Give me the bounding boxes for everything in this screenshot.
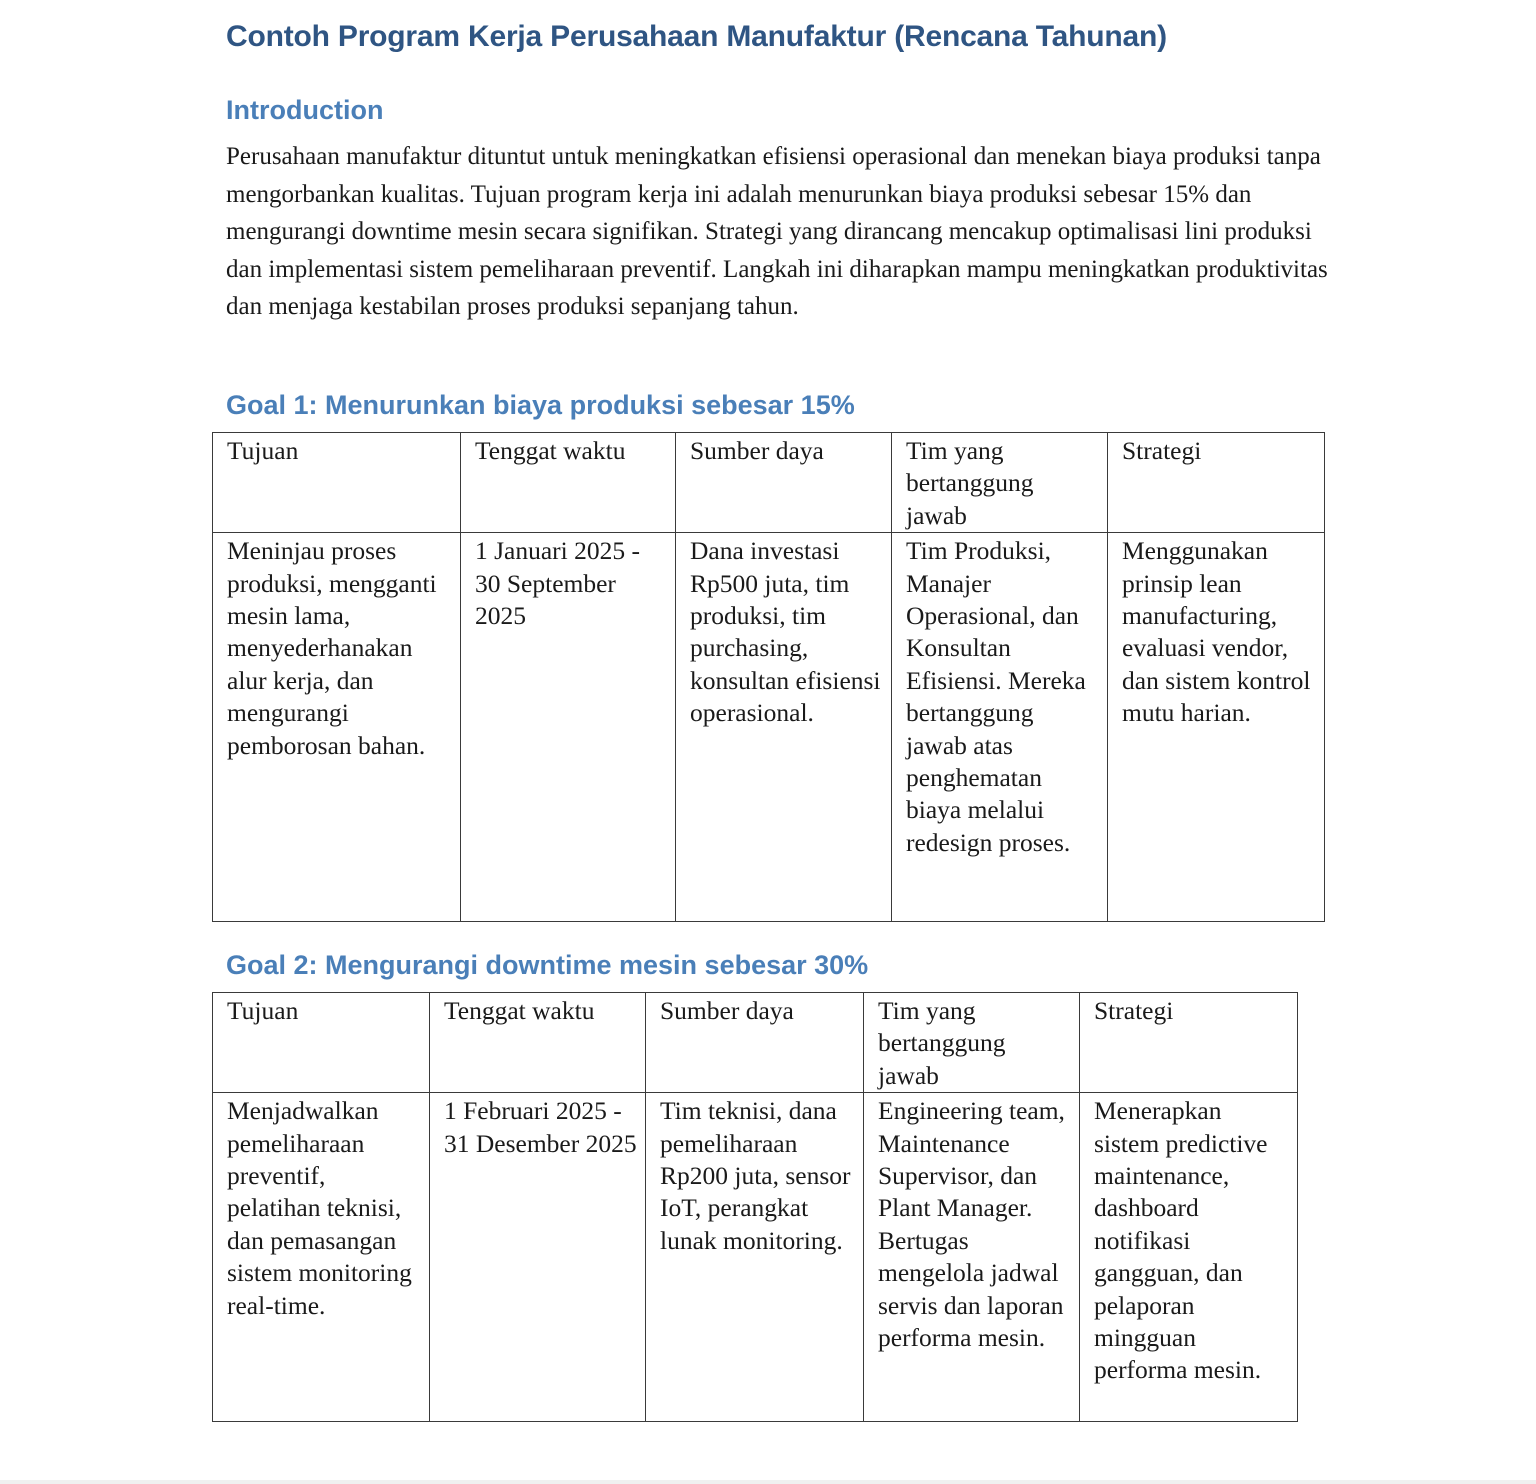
column-header-tujuan: Tujuan <box>213 433 461 533</box>
cell-strategi: Menggunakan prinsip lean manufacturing, evaluasi vendor, dan sistem kontrol mutu harian. <box>1108 533 1325 922</box>
goal-1-heading: Goal 1: Menurunkan biaya produksi sebesar 15% <box>226 390 855 420</box>
column-header-tim: Tim yang bertanggung jawab <box>864 993 1080 1093</box>
table-row <box>213 1093 1298 1422</box>
cell-tim: Engineering team, Maintenance Supervisor, dan Plant Manager. Bertugas mengelola jadwal servis dan laporan performa mesin. <box>864 1093 1080 1422</box>
document-title: Contoh Program Kerja Perusahaan Manufaktur (Rencana Tahunan) <box>226 20 1167 53</box>
column-header-sumber-daya: Sumber daya <box>646 993 864 1093</box>
cell-tenggat-waktu: 1 Januari 2025 - 30 September 2025 <box>461 533 676 922</box>
cell-tim: Tim Produksi, Manajer Operasional, dan Konsultan Efisiensi. Mereka bertanggung jawab atas penghematan biaya melalui redesign proses. <box>892 533 1108 922</box>
goal-1-table <box>212 432 1325 922</box>
page-bottom-edge <box>0 1480 1536 1484</box>
table-header-row <box>213 433 1325 533</box>
cell-tenggat-waktu: 1 Februari 2025 - 31 Desember 2025 <box>430 1093 646 1422</box>
cell-tujuan: Menjadwalkan pemeliharaan preventif, pelatihan teknisi, dan pemasangan sistem monitoring real-time. <box>213 1093 430 1422</box>
goal-2-table <box>212 992 1298 1422</box>
cell-tujuan: Meninjau proses produksi, mengganti mesin lama, menyederhanakan alur kerja, dan mengurangi pemborosan bahan. <box>213 533 461 922</box>
column-header-tenggat-waktu: Tenggat waktu <box>430 993 646 1093</box>
introduction-paragraph: Perusahaan manufaktur dituntut untuk meningkatkan efisiensi operasional dan menekan biaya produksi tanpa mengorbankan kualitas. Tujuan program kerja ini adalah menurunkan biaya produksi sebesar 15% dan mengurangi downtime mesin secara signifikan. Strategi yang dirancang mencakup optimalisasi lini produksi dan implementasi sistem pemeliharaan preventif. Langkah ini diharapkan mampu meningkatkan produktivitas dan menjaga kestabilan proses produksi sepanjang tahun. <box>226 143 1328 320</box>
column-header-tujuan: Tujuan <box>213 993 430 1093</box>
cell-strategi: Menerapkan sistem predictive maintenance, dashboard notifikasi gangguan, dan pelaporan mingguan performa mesin. <box>1080 1093 1298 1422</box>
column-header-sumber-daya: Sumber daya <box>676 433 892 533</box>
column-header-strategi: Strategi <box>1080 993 1298 1093</box>
introduction-heading: Introduction <box>226 95 384 125</box>
table-row <box>213 533 1325 922</box>
cell-sumber-daya: Tim teknisi, dana pemeliharaan Rp200 juta, sensor IoT, perangkat lunak monitoring. <box>646 1093 864 1422</box>
table-header-row <box>213 993 1298 1093</box>
column-header-tenggat-waktu: Tenggat waktu <box>461 433 676 533</box>
cell-sumber-daya: Dana investasi Rp500 juta, tim produksi, tim purchasing, konsultan efisiensi operasional. <box>676 533 892 922</box>
column-header-strategi: Strategi <box>1108 433 1325 533</box>
goal-2-heading: Goal 2: Mengurangi downtime mesin sebesar 30% <box>226 950 869 980</box>
column-header-tim: Tim yang bertanggung jawab <box>892 433 1108 533</box>
